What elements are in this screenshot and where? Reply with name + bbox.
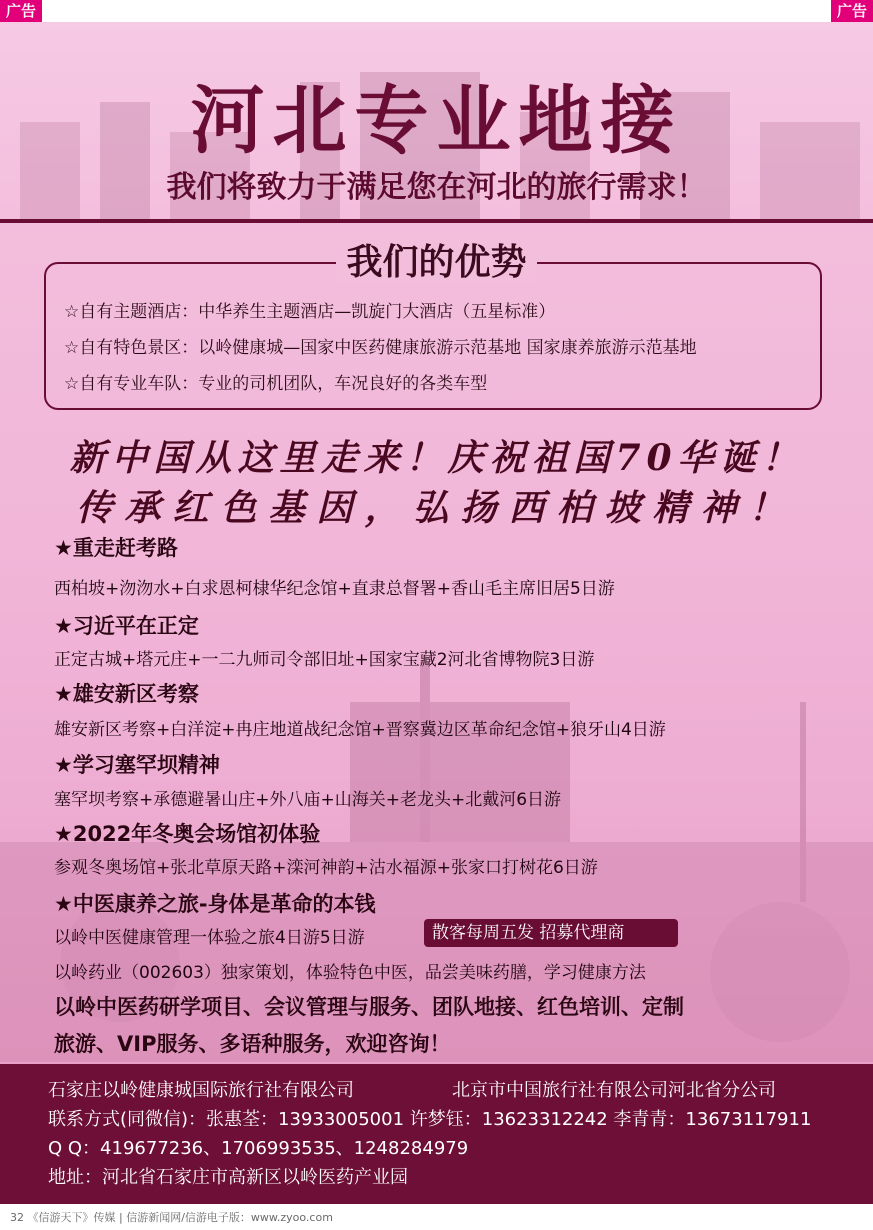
advantage-item: ☆自有特色景区：以岭健康城—国家中医药健康旅游示范基地 国家康养旅游示范基地 xyxy=(64,338,697,358)
divider xyxy=(0,219,873,223)
services-line-1: 以岭中医药研学项目、会议管理与服务、团队地接、红色培训、定制 xyxy=(54,995,684,1019)
route-title: ★学习塞罕坝精神 xyxy=(54,753,220,777)
route-desc: 西柏坡+沕沕水+白求恩柯棣华纪念馆+直隶总督署+香山毛主席旧居5日游 xyxy=(54,579,615,599)
contact-phones: 联系方式(同微信)：张惠荃：13933005001 许梦钰：13623312242 李青青：13673117911 xyxy=(48,1109,812,1130)
route-title: ★2022年冬奥会场馆初体验 xyxy=(54,822,321,846)
services-line-2: 旅游、VIP服务、多语种服务，欢迎咨询！ xyxy=(54,1032,451,1056)
company-name-1: 石家庄以岭健康城国际旅行社有限公司 xyxy=(48,1080,354,1101)
advantages-title-text: 我们的优势 xyxy=(336,241,536,283)
company-name-2: 北京市中国旅行社有限公司河北省分公司 xyxy=(452,1080,776,1101)
route-title: ★雄安新区考察 xyxy=(54,682,199,706)
subheadline: 我们将致力于满足您在河北的旅行需求！ xyxy=(166,170,707,205)
poster xyxy=(0,22,873,1064)
contact-address: 地址：河北省石家庄市高新区以岭医药产业园 xyxy=(48,1167,408,1188)
slogan-line-1: 新中国从这里走来！庆祝祖国70华诞！ xyxy=(69,437,804,479)
footer xyxy=(0,1204,873,1230)
route-title: ★重走赶考路 xyxy=(54,536,178,560)
ad-tag-right: 广告 xyxy=(831,0,873,22)
route-title: ★习近平在正定 xyxy=(54,614,199,638)
headline: 河北专业地接 xyxy=(190,78,683,164)
top-band xyxy=(0,0,873,23)
ad-tag-left: 广告 xyxy=(0,0,42,22)
route-desc: 以岭中医健康管理一体验之旅4日游5日游 xyxy=(54,928,365,948)
route-title: ★中医康养之旅-身体是革命的本钱 xyxy=(54,892,376,916)
route-desc: 正定古城+塔元庄+一二九师司令部旧址+国家宝藏2河北省博物院3日游 xyxy=(54,650,595,670)
advantages-title xyxy=(0,234,873,285)
route-desc: 参观冬奥场馆+张北草原天路+滦河神韵+沽水福源+张家口打树花6日游 xyxy=(54,858,598,878)
extra-desc: 以岭药业（002603）独家策划，体验特色中医，品尝美味药膳，学习健康方法 xyxy=(54,963,646,983)
route-desc: 雄安新区考察+白洋淀+冉庄地道战纪念馆+晋察冀边区革命纪念馆+狼牙山4日游 xyxy=(54,720,666,740)
contact-qq: Q Q：419677236、1706993535、1248284979 xyxy=(48,1138,469,1159)
route-desc: 塞罕坝考察+承德避暑山庄+外八庙+山海关+老龙头+北戴河6日游 xyxy=(54,790,562,810)
departure-badge: 散客每周五发 招募代理商 xyxy=(424,919,678,947)
contact-panel xyxy=(0,1064,873,1204)
slogan-line-2: 传承红色基因，弘扬西柏坡精神！ xyxy=(76,487,797,529)
footer-text: 32 《信游天下》传媒 | 信游新闻网/信游电子版：www.zyoo.com xyxy=(10,1211,333,1224)
advantage-item: ☆自有主题酒店：中华养生主题酒店—凯旋门大酒店（五星标准） xyxy=(64,302,556,322)
advantage-item: ☆自有专业车队：专业的司机团队，车况良好的各类车型 xyxy=(64,374,488,394)
